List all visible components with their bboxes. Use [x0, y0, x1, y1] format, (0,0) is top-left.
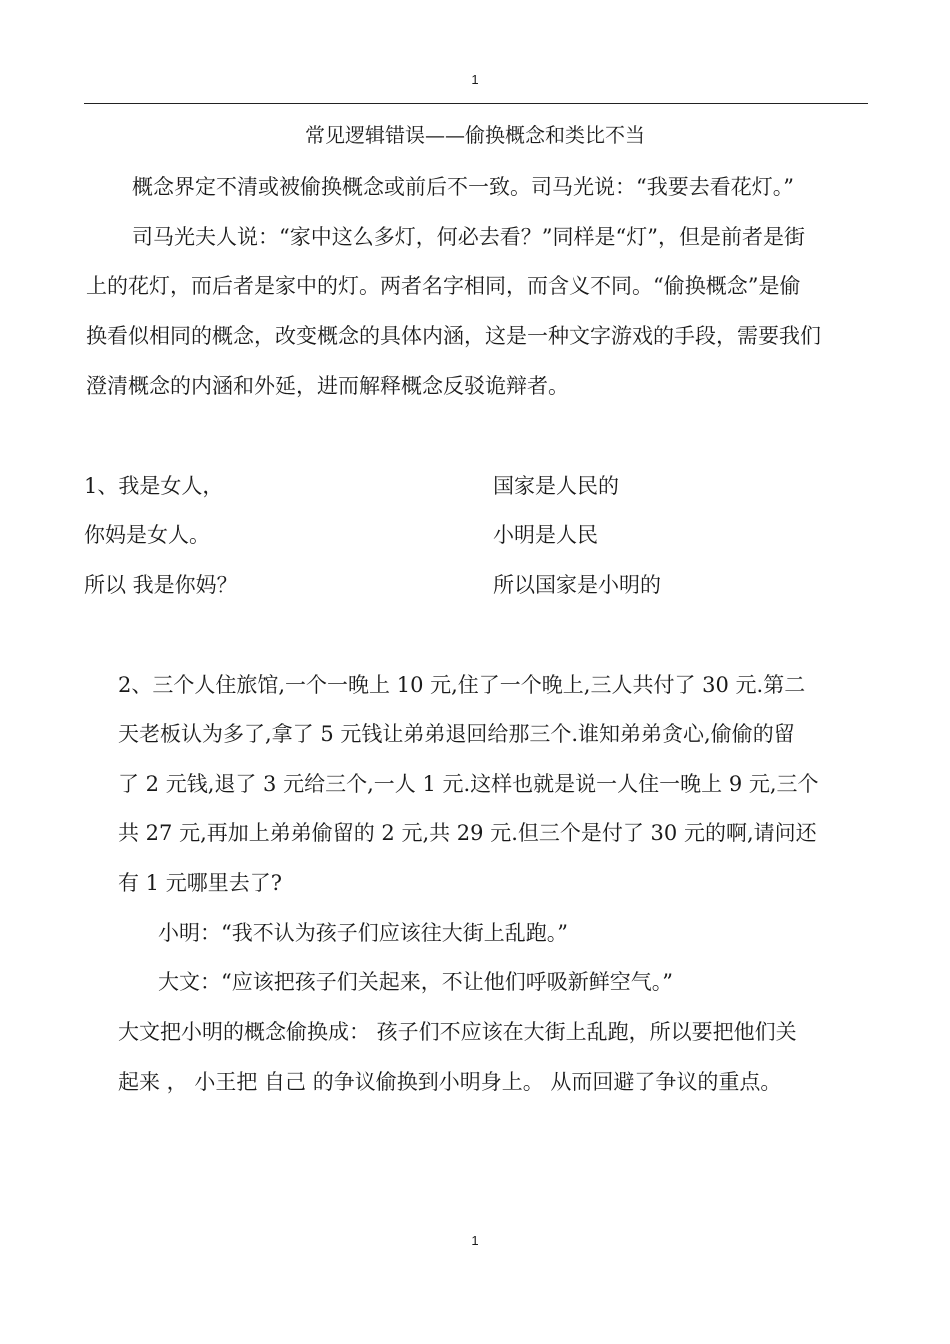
header-rule [84, 103, 868, 104]
intro-line: 概念界定不清或被偷换概念或前后不一致。司马光说：“我要去看花灯。” [132, 175, 794, 199]
intro-line: 司马光夫人说：“家中这么多灯，何必去看？”同样是“灯”，但是前者是街 [132, 225, 805, 249]
intro-line: 澄清概念的内涵和外延，进而解释概念反驳诡辩者。 [86, 374, 569, 398]
intro-line: 上的花灯，而后者是家中的灯。两者名字相同，而含义不同。“偷换概念”是偷 [86, 274, 801, 298]
intro-line: 换看似相同的概念，改变概念的具体内涵，这是一种文字游戏的手段，需要我们 [86, 324, 821, 348]
dialogue-line: 小明：“我不认为孩子们应该往大街上乱跑。” [158, 921, 568, 945]
conclusion-line: 大文把小明的概念偷换成： 孩子们不应该在大街上乱跑，所以要把他们关 [118, 1020, 797, 1044]
example1-left-line: 1、我是女人， [84, 474, 224, 498]
dialogue-line: 大文：“应该把孩子们关起来，不让他们呼吸新鲜空气。” [158, 970, 673, 994]
example2-line: 了 2 元钱,退了 3 元给三个,一人 1 元.这样也就是说一人住一晚上 9 元,三个 [118, 772, 819, 796]
example1-left-line: 你妈是女人。 [84, 523, 210, 547]
example2-line: 共 27 元,再加上弟弟偷留的 2 元,共 29 元.但三个是付了 30 元的啊,请问还 [118, 821, 817, 845]
example2-line: 2、三个人住旅馆,一个一晚上 10 元,住了一个晚上,三人共付了 30 元.第二 [118, 673, 806, 697]
header-page-number: 1 [471, 72, 479, 87]
example1-right-line: 所以国家是小明的 [493, 573, 661, 597]
footer-page-number: 1 [471, 1233, 479, 1248]
page-title: 常见逻辑错误——偷换概念和类比不当 [305, 123, 645, 147]
example1-right-line: 国家是人民的 [493, 474, 619, 498]
conclusion-line: 起来 ， 小王把 自己 的争议偷换到小明身上。 从而回避了争议的重点。 [118, 1070, 782, 1094]
example2-line: 有 1 元哪里去了? [118, 871, 282, 895]
example1-right-line: 小明是人民 [493, 523, 598, 547]
example2-line: 天老板认为多了,拿了 5 元钱让弟弟退回给那三个.谁知弟弟贪心,偷偷的留 [118, 722, 795, 746]
example1-left-line: 所以 我是你妈？ [84, 573, 238, 597]
